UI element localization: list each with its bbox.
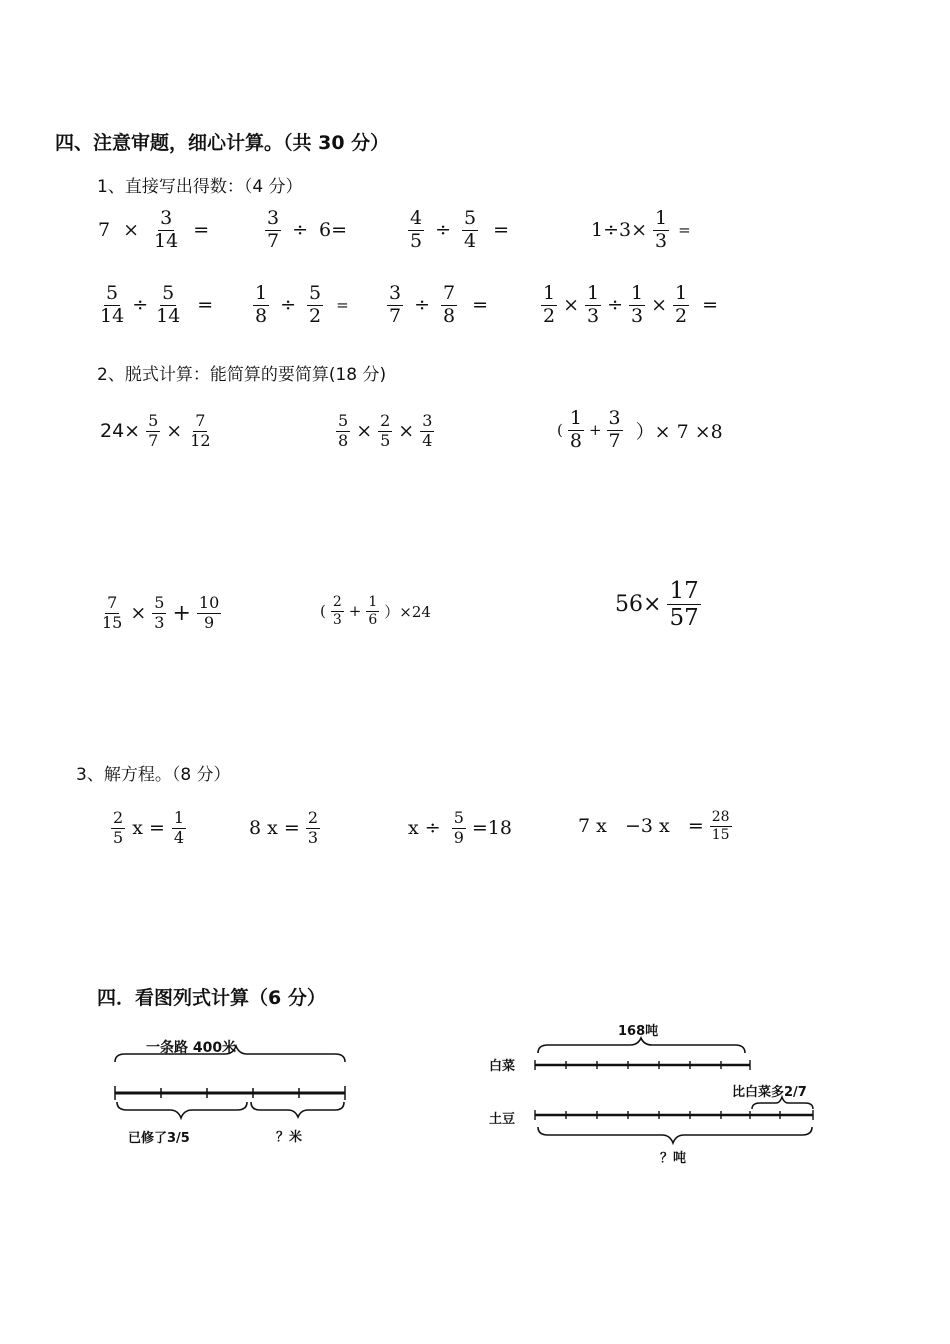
denominator: 2 <box>675 304 688 327</box>
operator: ÷ <box>414 294 431 317</box>
denominator: 3 <box>332 611 342 628</box>
operand: 6= <box>319 219 348 242</box>
denominator: 8 <box>443 304 456 327</box>
fraction <box>378 412 392 451</box>
denominator: 7 <box>267 229 280 252</box>
denominator: 14 <box>100 304 125 327</box>
fraction <box>607 408 623 453</box>
q3-equation3 <box>405 809 515 848</box>
numerator: 1 <box>587 282 600 304</box>
denominator: 15 <box>102 612 123 632</box>
operator: ÷ <box>435 219 452 242</box>
numerator: 2 <box>380 411 391 430</box>
q2-problem1 <box>97 412 216 451</box>
numerator: 7 <box>195 411 206 430</box>
fraction <box>152 208 180 253</box>
numerator: 7 <box>107 593 118 612</box>
numerator: 3 <box>608 407 621 429</box>
fraction <box>331 594 344 628</box>
operand: 24× <box>100 420 141 443</box>
fraction <box>568 408 584 453</box>
denominator: 57 <box>669 605 699 632</box>
numerator: 4 <box>410 207 423 229</box>
fraction <box>100 594 124 633</box>
fraction <box>462 208 478 253</box>
numerator: 3 <box>389 282 402 304</box>
fraction <box>336 412 350 451</box>
numerator: 5 <box>464 207 477 229</box>
numerator: 5 <box>453 808 464 827</box>
denominator: 7 <box>608 429 621 452</box>
numerator: 10 <box>198 593 220 612</box>
equation-middle: x = <box>132 817 165 840</box>
operator: ÷ <box>292 219 309 242</box>
operator: + <box>348 602 362 621</box>
denominator: 12 <box>190 430 211 450</box>
equation-right: =18 <box>471 817 512 840</box>
equals: = <box>336 296 349 315</box>
equation-left: 8 x = <box>249 817 300 840</box>
operator: × <box>130 602 147 625</box>
potato-label: 土豆 <box>489 1112 516 1127</box>
fraction <box>452 809 466 848</box>
numerator: 2 <box>332 594 342 610</box>
road-total-label: 一条路 400米 <box>146 1040 237 1056</box>
denominator: 3 <box>587 304 600 327</box>
denominator: 8 <box>338 430 349 450</box>
q2-problem6 <box>612 578 704 631</box>
numerator: 3 <box>267 207 280 229</box>
numerator: 1 <box>655 207 668 229</box>
equals: = <box>197 294 214 317</box>
q1-r2-expr2 <box>250 283 351 328</box>
numerator: 1 <box>675 282 688 304</box>
q2-problem2 <box>333 412 437 451</box>
numerator: 5 <box>148 411 159 430</box>
expression-rest: ）×24 <box>384 602 431 621</box>
operator: ÷ <box>607 294 624 317</box>
operator: + <box>588 421 602 440</box>
q1-r2-expr3 <box>384 283 491 328</box>
potato-unknown-label: ？吨 <box>660 1151 687 1166</box>
denominator: 14 <box>156 304 181 327</box>
q1-r1-expr3 <box>405 208 512 253</box>
q1-r1-expr1 <box>95 208 212 253</box>
q1-r2-expr1 <box>95 283 216 328</box>
operator: × <box>166 420 183 443</box>
more-than-cabbage-label: 比白菜多2/7 <box>732 1085 807 1100</box>
fraction <box>420 412 434 451</box>
fraction <box>152 594 166 633</box>
fraction <box>667 578 700 631</box>
operator: + <box>172 600 191 626</box>
q2-problem5 <box>318 594 433 628</box>
denominator: 14 <box>154 229 179 252</box>
operator: × <box>356 420 373 443</box>
operator: × <box>123 219 140 242</box>
denominator: 9 <box>203 612 215 632</box>
q3-equation2 <box>246 809 323 848</box>
q2-problem4 <box>97 594 224 633</box>
fraction <box>541 283 557 328</box>
numerator: 1 <box>569 407 582 429</box>
denominator: 5 <box>113 827 124 847</box>
q1-r2-expr4 <box>538 283 721 328</box>
denominator: 9 <box>453 827 464 847</box>
road-repaired-label: 已修了3/5 <box>128 1131 190 1146</box>
numerator: 5 <box>338 411 349 430</box>
numerator: 1 <box>255 282 268 304</box>
expression-rest: ）× 7 ×8 <box>635 420 723 443</box>
fraction <box>154 283 182 328</box>
equals: = <box>493 219 510 242</box>
q2-problem3 <box>555 408 726 453</box>
fraction <box>629 283 645 328</box>
numerator: 7 <box>443 282 456 304</box>
q3-title: 3、解方程。（8 分） <box>76 765 231 785</box>
denominator: 3 <box>655 229 668 252</box>
numerator: 5 <box>309 282 322 304</box>
denominator: 3 <box>307 827 318 847</box>
numerator: 1 <box>368 594 378 610</box>
fraction <box>146 412 160 451</box>
fraction <box>111 809 125 848</box>
operand: 7 <box>98 219 111 242</box>
numerator: 17 <box>669 578 699 604</box>
operator: × <box>398 420 415 443</box>
denominator: 6 <box>368 611 378 628</box>
section-title: 四、注意审题，细心计算。（共 30 分） <box>55 132 390 154</box>
fraction <box>98 283 126 328</box>
denominator: 7 <box>148 430 159 450</box>
q3-equation1 <box>108 809 189 848</box>
operator: × <box>563 294 580 317</box>
equals: = <box>678 221 691 240</box>
fraction <box>653 208 669 253</box>
numerator: 28 <box>711 809 730 825</box>
numerator: 2 <box>307 808 318 827</box>
denominator: 7 <box>389 304 402 327</box>
q1-r1-expr4 <box>588 208 693 253</box>
denominator: 4 <box>422 430 433 450</box>
equals: = <box>472 294 489 317</box>
operator: ÷ <box>132 294 149 317</box>
numerator: 1 <box>543 282 556 304</box>
equation-left: x ÷ <box>408 817 441 840</box>
numerator: 3 <box>422 411 433 430</box>
denominator: 5 <box>380 430 391 450</box>
denominator: 5 <box>410 229 423 252</box>
operator: ÷ <box>280 294 297 317</box>
denominator: 8 <box>255 304 268 327</box>
equals: = <box>702 294 719 317</box>
fraction <box>366 594 379 628</box>
denominator: 4 <box>464 229 477 252</box>
operand: 1÷3× <box>591 219 648 242</box>
equals: = <box>193 219 210 242</box>
fraction <box>307 283 323 328</box>
denominator: 2 <box>309 304 322 327</box>
denominator: 3 <box>154 612 165 632</box>
denominator: 3 <box>631 304 644 327</box>
fraction <box>306 809 320 848</box>
cabbage-label: 白菜 <box>489 1059 516 1074</box>
fraction <box>585 283 601 328</box>
numerator: 1 <box>631 282 644 304</box>
numerator: 1 <box>173 808 185 827</box>
numerator: 5 <box>106 282 119 304</box>
numerator: 5 <box>154 593 165 612</box>
denominator: 2 <box>543 304 556 327</box>
road-remaining-label: ？米 <box>276 1130 303 1145</box>
fraction <box>387 283 403 328</box>
fraction <box>710 809 732 843</box>
picture-section-title: 四．看图列式计算（6 分） <box>97 987 326 1009</box>
fraction <box>408 208 424 253</box>
fraction <box>673 283 689 328</box>
fraction <box>197 594 221 633</box>
numerator: 2 <box>113 808 124 827</box>
numerator: 3 <box>160 207 173 229</box>
paren-open: ( <box>320 602 326 621</box>
fraction <box>188 412 212 451</box>
fraction <box>253 283 269 328</box>
q1-title: 1、直接写出得数：（4 分） <box>97 177 303 197</box>
operand: 56× <box>615 592 662 618</box>
q3-equation4 <box>575 809 735 843</box>
fraction <box>172 809 186 848</box>
operator: × <box>651 294 668 317</box>
fraction <box>441 283 457 328</box>
denominator: 15 <box>711 826 730 843</box>
equation-left: 7 x −3 x = <box>578 815 704 838</box>
cabbage-amount-label: 168吨 <box>618 1024 659 1039</box>
numerator: 5 <box>162 282 175 304</box>
q2-title: 2、脱式计算：能简算的要简算(18 分) <box>97 365 387 385</box>
paren-open: ( <box>557 421 563 440</box>
q1-r1-expr2 <box>262 208 350 253</box>
denominator: 4 <box>173 827 185 847</box>
denominator: 8 <box>569 429 582 452</box>
fraction <box>265 208 281 253</box>
